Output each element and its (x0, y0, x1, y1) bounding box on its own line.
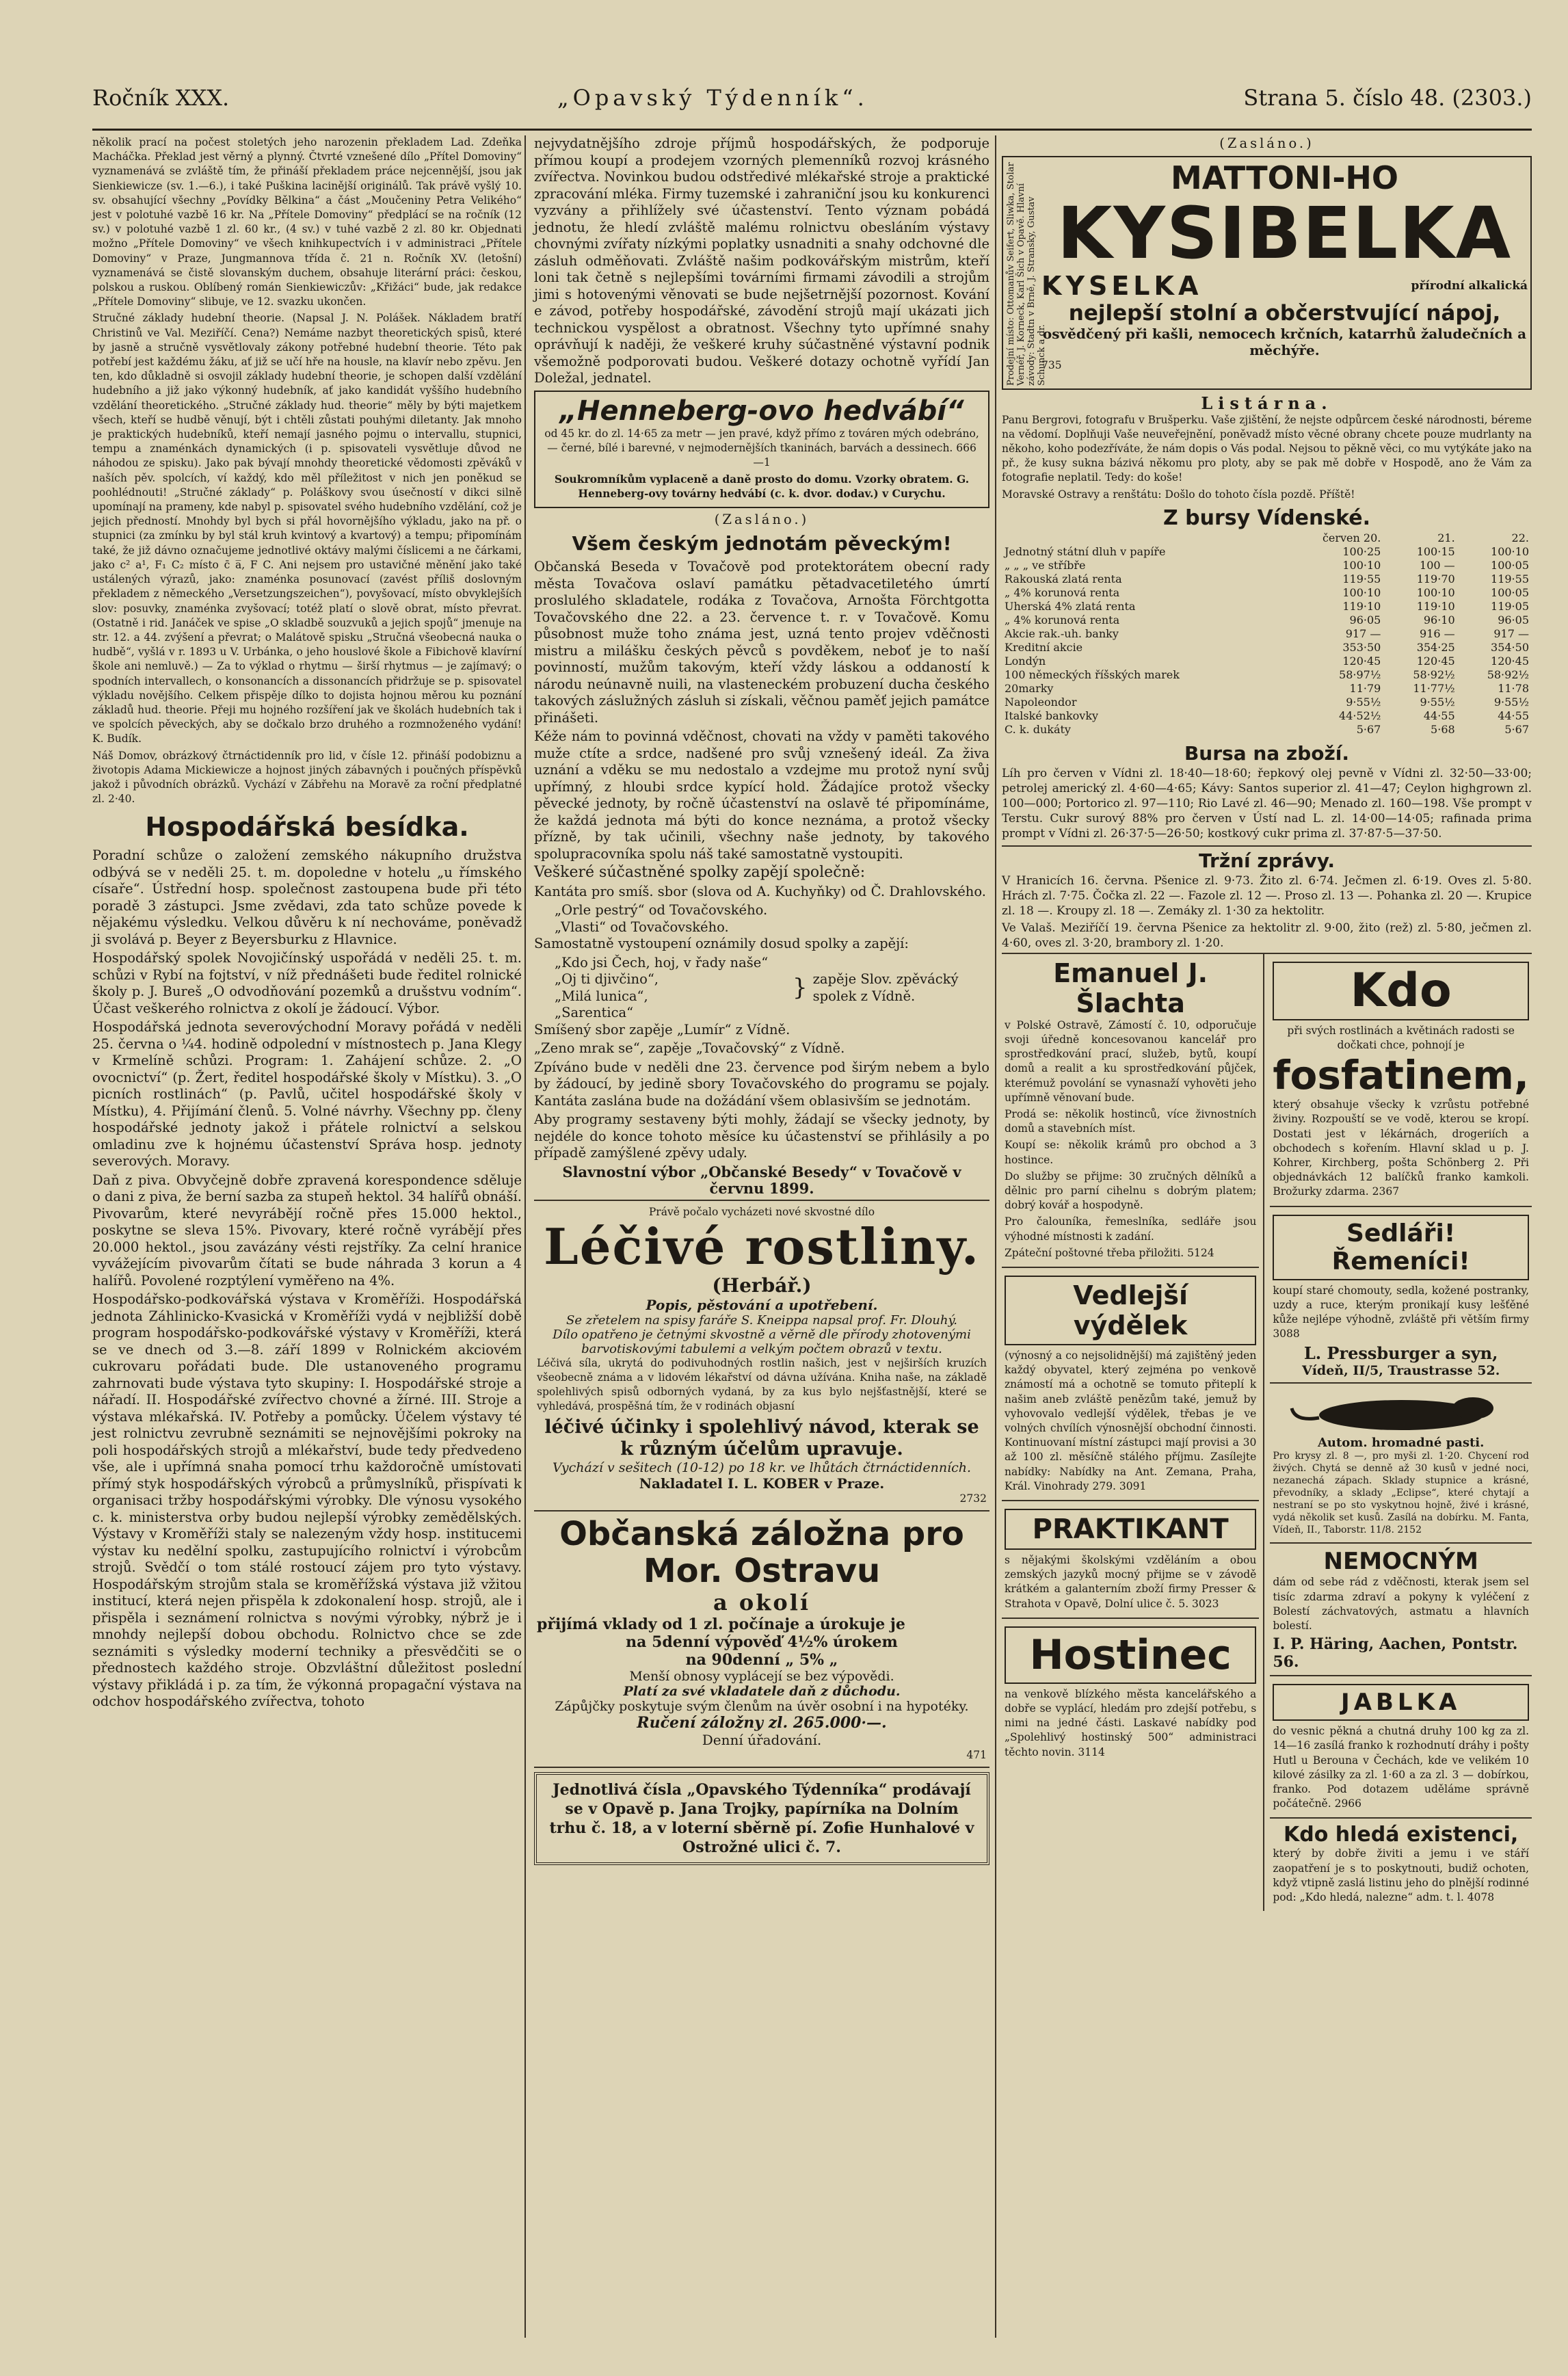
mattoni-main (1041, 160, 1528, 386)
ad-slachta (1002, 954, 1259, 1268)
section-title: Hospodářská besídka. (145, 812, 469, 843)
bursa-row (1002, 682, 1532, 696)
ad-praktikant (1002, 1501, 1259, 1619)
ad-fosfatin (1270, 954, 1532, 1207)
kdo-sub: při svých rostlinách a květinách radosti se dočkati chce, pohnojí je (1287, 1024, 1515, 1051)
header-rule (92, 129, 1532, 131)
ad-vedlejsi-vydelek (1002, 1268, 1259, 1501)
mattoni-tag: přírodní alkalická (1411, 278, 1528, 293)
bursa-rate: 916 — (1420, 626, 1455, 640)
bursa-rate: 11·78 (1498, 681, 1529, 695)
bursa-security-name: Akcie rak.-uh. banky (1005, 626, 1119, 640)
bursa-col: červen 20. (1322, 531, 1381, 544)
ads-right (1264, 954, 1532, 1911)
bursa-rate: 58·92½ (1413, 668, 1455, 681)
column-divider (524, 135, 526, 2338)
column-middle (529, 135, 995, 2338)
henneberg-body: od 45 kr. do zl. 14·65 za metr — jen pravé, když přímo z továren mých odebráno, — černé, bílé i barevné, v nejmodernějších tkaninách, barvách a dessinech. 666—1 (544, 427, 979, 468)
bursa-rate: 119·55 (1491, 572, 1529, 585)
listarna-text: Panu Bergrovi, fotografu v Brušperku. Vaše zjištění, že nejste odpůrcem české národnosti, béreme na vědomí. Doplňuji Vaše neuveřejnění, poněvadž místo věcné obrany chcete pouze mudrlanty na někoho, koho podezříváte, že nám dopis o Vás podal. Nejsou to pěkně věci, co mu vytýkáte jako na př., že kusy sukna bázivá někomu pro ploty, aby se pak mě dobře v Hospodě, ano že Vám za fotografie neplatil. Tedy: do koše! (1002, 413, 1532, 484)
column-left (92, 135, 522, 2338)
bursa-rate: 100·10 (1491, 544, 1529, 558)
existence-text: který by dobře živiti a jemu i ve stáří zaopatření je s to poskytnouti, budiž ochoten, když vtipně zaslá listinu jeho do plnější rodinné pod: „Kdo hledá, nalezne“ adm. t. l. 4078 (1273, 1847, 1529, 1903)
song-item: „Vlasti“ od Tovačovského. (555, 919, 729, 935)
bursa-rate: 354·50 (1491, 640, 1529, 654)
mattoni-row (1041, 271, 1528, 301)
song-item: „Oj ti djivčino“, (555, 971, 659, 988)
bursa-rate: 11·79 (1349, 681, 1381, 695)
beseda-signature: Slavnostní výbor „Občanské Besedy“ v Tovačově v červnu 1899. (562, 1163, 961, 1198)
paper-title: „Opavský Týdenník“. (557, 85, 868, 111)
beseda-p5: Samostatně vystoupení oznámily dosud spolky a zapějí: (534, 936, 909, 952)
hostinec-text: na venkově blízkého města kancelářského a dobře se vyplácí, hledám pro zdejší potřebu, s nimi na jedné části. Laskavé nabídky pod „Spolehlivý hostinský 500“ administraci těchto novin. 3114 (1005, 1687, 1257, 1758)
ad-pressburger (1270, 1207, 1532, 1384)
slachta-text-2: Prodá se: několik hostinců, více živnostních domů a stavebních míst. (1005, 1107, 1257, 1135)
ad-obcanska-zalozna (534, 1512, 989, 1768)
bursa-security-name: „ „ „ ve stříbře (1005, 558, 1086, 572)
hostinec-title: Hostinec (1005, 1626, 1256, 1684)
sedlari-body: koupí staré chomouty, sedla, kožené postranky, uzdy a ruce, kterým pronikají kusy lešťěné kůže nejlépe výhodně, zvláště při větším firmy 3088 (1273, 1284, 1529, 1341)
ad-henneberg (534, 391, 989, 508)
running-header (92, 85, 1532, 118)
listarna-title: Listárna. (1201, 393, 1333, 413)
mattoni-kysibelka: KYSIBELKA (1057, 191, 1513, 275)
bursa-rate: 44·55 (1498, 709, 1529, 722)
beseda-title: Všem českým jednotám pěveckým! (572, 532, 952, 555)
bursa-row (1002, 655, 1532, 668)
pressburger-name: L. Pressburger a syn, (1303, 1343, 1498, 1364)
song-item: „Orle pestrý“ od Tovačovského. (555, 902, 768, 919)
rat-trap-illustration (1288, 1388, 1514, 1436)
listarna-text-2: Moravské Ostravy a renštátu: Došlo do tohoto čísla pozdě. Příště! (1002, 488, 1355, 501)
zalozna-sub: a okolí (713, 1589, 811, 1615)
lecive-sub4: Dílo opatřeno je četnými skvostně a věrně dle přírody zhotovenými barvotiskovými tabulemi a velkým počtem obrazů v textu. (553, 1327, 971, 1356)
beseda-p6: Smíšený sbor zapěje „Lumír“ z Vídně. (534, 1021, 790, 1038)
slachta-text-5: Pro čalouníka, řemeslníka, sedláře jsou výhodné místnosti k zadání. (1005, 1215, 1257, 1243)
ad-hostinec (1002, 1619, 1259, 1766)
lecive-bold: léčivé účinky i spolehlivý návod, kterak se k různým účelům upravuje. (544, 1416, 979, 1460)
article-continuation: nejvydatnějšího zdroje příjmů hospodářských, že podporuje přímou koupí a prodejem vzorných plemenníků rozvoj krásného zvířectva. Novinkou budou odstředivé mlékařské stroje a praktické zpracování mléka. Firmy tuzemské i zahraniční jsou ku konkurenci vyzvány a přihlížely své účastenství. Tento význam pobádá jednotu, že hledí zvláště malému rolnictvu obesláním výstavy chovnými zvířaty nízkými poplatky usnadniti a snahy odchovné dle zásluh odměňovati. Zvláště našim podkovářským mistrům, kteří loni tak četně s nejlepšími továrními firmami závodili a strojům jimi s hotovenými věnovati se bude nejšetrnější pozornost. Kování e závod, potřeby hospodářské, závodění strojů mají ukázati jich technickou vyspělost a obratnost. Všechny tyto upřímné snahy oprávňují k naději, že veškeré kruhy súčastněné výstavní podnik všemožně podporovati budou. Veškeré dotazy ochotně vyřídí Jan Doležal, jednatel. (534, 135, 989, 386)
nemocnym-address: I. P. Häring, Aachen, Pontstr. 56. (1273, 1635, 1518, 1672)
zalozna-title: Občanská záložna pro Mor. Ostravu (559, 1514, 964, 1590)
bursa-row (1002, 559, 1532, 572)
ads-left (1002, 954, 1264, 1911)
beseda-p8: Zpíváno bude v neděli dne 23. července pod širým nebem a bylo by žádoucí, by jedině sbory Tovačovského do programu se pojaly. Kantáta zaslána bude na dožádání všem oblasivším se jednotám. (534, 1059, 989, 1109)
praktikant-title: PRAKTIKANT (1005, 1509, 1256, 1550)
praktikant-text: s nějakými školskými vzděláním a obou zemských jazyků mocný přijme se v závodě krátkém a galanterním zboží firmy Presser & Strahota v Opavě, Dolní ulice č. 5. 3023 (1005, 1554, 1257, 1610)
bursa-rate: 44·52½ (1339, 709, 1381, 722)
mattoni-side-text: Prodejní místo: Ottomanův Seifert, Sliwka, Stolar Vernéř, J. Korneck, Karl Šich v Opavě. Hlavní závody: Stadtn v Brně, J. Stransky, Gustav Schunck a dr. (1006, 161, 1047, 386)
zalozna-rate2: na 90denní „ 5% „ (685, 1650, 838, 1669)
beseda-p2: Kéže nám to povinná vděčnost, chovati na vždy v paměti takového muže ctíte a srdce, nadšené pro svůj vznešený ideál. Za živa uznání a vděku se mu nedostalo a vzdejme mu protož nyní svůj upřímný, z hloubi srdce kypící hold. Žádajíce protož všecky pěvecké jednoty, by ročně účastenství na oslavě té připomínáme, že každá jednota má býti do konce neznáma, a protož všecky přízně, by tak učinili, všechny naše jednoty, by takového spolupracovníka spolu náš také samostatně vystoupiti. (534, 728, 989, 862)
bursa-rate: 96·05 (1498, 613, 1529, 626)
bursa-rate: 96·10 (1423, 613, 1455, 626)
zalozna-p2: Menší obnosy vyplácejí se bez výpovědi. (629, 1668, 894, 1684)
trzni-text-2: Ve Valaš. Meziříčí 19. června Pšenice za hektolitr zl. 9·00, žito (rež) zl. 5·80, ječmen zl. 4·60, oves zl. 3·20, brambory zl. 1·20. (1002, 921, 1532, 950)
fosfatin-body: který obsahuje všecky k vzrůstu potřebné živiny. Rozpouští se ve vodě, kterou se kropí. Dostati jest v lékárnách, drogeriích a obchodech s kořením. Hlavní sklad u p. J. Kohrer, Kirchberg, pošta Schönberg 2. Při objednávkách 12 balíčků franko kamkoli. Brožurky zdarma. 2367 (1273, 1098, 1529, 1198)
bursa-security-name: Uherská 4% zlatá renta (1005, 599, 1136, 613)
ad-mattoni (1002, 156, 1532, 390)
mattoni-number: 735 (1041, 358, 1062, 371)
article-intro: několik prací na počest stoletých jeho narozenin překladem Lad. Zdeňka Macháčka. Překlad jest věrný a plynný. Čtvrté vznešené dílo „Přítel Domoviny“ vyznamenává se zvláště tím, že přináší překladem práce nejcennější, jsou jak Sienkiewicze (sv. 1.—6.), i také Puškina lacinější originálů. Tak právě vyšlý 10. sv. obsahující všechny „Povídky Bělkina“ a část „Moučeniny Petra Velikého“ jest v polotuhé vazbě 16 kr. Na „Přítele Domoviny“ předplácí se na ročník (12 sv.) v polotuhé vazbě 1 zl. 60 kr., (4 sv.) v tuhé vazbě 2 zl. 80 kr. Objednati možno „Přítele Domoviny“ ve všech knihkupectvích i v administraci „Přítele Domoviny“ v Praze, Jungmannova třída č. 21 n. Ročník XV. (letošní) vyznamenává se čistě slovanským duchem, obsahuje literární práci: českou, polskou a ruskou. Oblíbený román Sienkiewiczův: „Křižáci“ bude, jak redakce „Přítele Domoviny“ slibuje, ve 12. svazku ukončen. (92, 136, 522, 308)
bursa-rate: 354·25 (1416, 640, 1455, 654)
beseda-p1: Občanská Beseda v Tovačově pod protektorátem obecní rady města Tovačova oslaví památku pětadvacetiletého úmrtí proslulého skladatele, rodáka z Tovačova, Arnošta Förchtgotta Tovačovského dne 22. a 23. července t. r. v Tovačově. Komu působnost muže toho známa jest, uzná tento projev vděčnosti mistru a milášku českých pěvců s povděkem, neboť je to naší povinností, mužům takovým, kteří vždy láskou a oddaností k národu neúnavně nuili, na vlasteneckém probuzení ducha českého takových záslužných zásluh si získali, věčnou paměť jejich památce přinášeti. (534, 559, 989, 726)
bursa-rate: 120·45 (1416, 654, 1455, 668)
beseda-p9: Aby programy sestaveny býti mohly, žádají se všecky jednoty, by nejdéle do konce tohoto měsíce ku účastenství se přihlásily a po případě zamýšlené zpěvy udaly. (534, 1111, 989, 1161)
bursa-title: Z bursy Vídenské. (1162, 505, 1371, 530)
ad-lecive-rostliny (534, 1200, 989, 1512)
bursa-row (1002, 709, 1532, 723)
bursa-rate: 100 — (1420, 558, 1455, 572)
article-novojicinsky-spolek: Hospodářský spolek Novojičínský uspořádá v neděli 25. t. m. schůzi v Rybí na fojtství, v níž přednášeti bude ředitel rolnické školy p. J. Bureš „O odvodňování pozemků a drušstvu vodním“. Účast veškerého rolnictva z okolí je žádoucí. Výbor. (92, 950, 522, 1016)
beseda-p7: „Zeno mrak se“, zapěje „Tovačovský“ z Vídně. (534, 1040, 845, 1057)
bursa-rate: 58·97½ (1339, 668, 1381, 681)
jablka-text: do vesnic pěkná a chutná druhy 100 kg za zl. 14—16 zasílá franko k rozhodnutí dráhy i pošty Hutl u Berouna v Čechách, kde ve velikém 10 kilové zásilky za zl. 1·60 a za zl. 3 — dobírkou, franko. Pod dotazem uděláme správně počátečně. 2966 (1273, 1725, 1529, 1810)
bursa-rate: 917 — (1493, 626, 1529, 640)
bursa-rate: 119·10 (1342, 599, 1381, 613)
column-right (995, 135, 1532, 2338)
bursa-security-name: „ 4% korunová renta (1005, 585, 1120, 599)
jednotliva-cisla-notice: Jednotlivá čísla „Opavského Týdenníka“ prodávají se v Opavě p. Jana Trojky, papírníka na Dolním trhu č. 18, a v loterní sběrně pí. Zofie Hunhalové v Ostrožné ulici č. 7. (534, 1772, 989, 1865)
bursa-row (1002, 627, 1532, 641)
bursa-rate: 5·68 (1431, 722, 1455, 736)
zalozna-p1: přijímá vklady od 1 zl. počínaje a úrokuje je (537, 1615, 905, 1633)
henneberg-footer: Soukromníkům vyplaceně a daně prosto do domu. Vzorky obratem. G. Henneberg-ovy továrny hedvábí (c. k. dvor. dodav.) v Curychu. (554, 473, 970, 501)
lecive-sub3: Se zřetelem na spisy faráře S. Kneippa napsal prof. Fr. Dlouhý. (566, 1312, 957, 1328)
lecive-vychazi: Vychází v sešitech (10-12) po 18 kr. ve lhůtách čtrnáctidenních. (552, 1460, 972, 1475)
article-music-theory: Stručné základy hudební theorie. (Napsal J. N. Polášek. Nákladem bratří Christinů ve Val. Meziříčí. Cena?) Nemáme nazbyt theoretických spisů, které by jasně a stručně vysvětlovaly zákony potřebné hudební theorie. Této pak potřebí jest každému žáku, ať již se učí hře na housle, na klavír nebo zpěvu. Jen ten, kdo důkladně si osvojil základy hudební theorie, je schopen další vzdělání hudebního a již jako výkonný hudebník, ať jako kandidát vyššího hudebního vzdělání theoretického. „Stručné základy hud. theorie“ měly by býti majetkem všech, kteří se hudbě věnují, být i chtěli zůstati pouhými diletanty. Jak mnoho je praktických hudebníků, kteří nemají jasného pojmu o intervallu, stupnici, tempu a znaménkách dynamických (i p. spisovateli vysvětluje důvod ne náhodou ze spisku). Jako pak bývají mnohdy theoretické vědomosti zpěváků v naších pěv. spolcích, ví každý, kdo měl příležitost v nich jen poněkud se poohlédnouti! „Stručné základy“ p. Poláškovy svou úsečností v dikci silně upomínají na prameny, kde nabyl p. spisovatel svého hudebního vzdělání, což je jejich předností. Mnohdy byl bych si přál hovornějšího výkladu, jako na př. o stupnici (za zmínku by byl stál kruh kvintový a kvartový) a tempu; připomínám také, že již dávno označujeme jednotlivé oktávy malými číslicemi a ne čárkami, jako c² a¹, F₁ C₂ místo c̄ a̅, F C. Ani nejsem pro ustavičné měnění jako také ustálených výrazů, jako: znaménka posunovací (zavést příliš doslovným překladem z německého „Versetzungszeichen“), povyšovací, místo obvyklejších slov: posuvky, znaménka zvyšovací; totéž platí o slově obrat, místo převrat. (Ostatně i rid. Janáček ve spise „O skladbě souzvuků a jejich spojů“ jmenuje na str. 12. a 44. zvýšení a převrat; o Malátově spisku „Stručná všeobecná nauka o hudbě“, vyšlá v r. 1893 u V. Urbánka, o jeho houslové škole a Fibichově klavírní škole ani nemluvě.) — Za to výklad o rhytmu — širší rhytmus — je zajímavý; o spodních intervallech, o konsonancích a dissonancích přidržuje se p. spisovatel výkladu novějšího. Celkem přispěje dílko to dojista hojnou měrou ku poznání základů hud. theorie. Přeji mu hojného rozšíření jak ve školách hudebních tak i ve spolcích pěveckých, aby se dočkalo brzo druhého a rozmnoženého vydání! K. Budík. (92, 312, 522, 745)
bursa-security-name: „ 4% korunová renta (1005, 613, 1120, 626)
bursa-rate: 100·10 (1416, 585, 1455, 599)
henneberg-title: „Henneberg-ovo hedvábí“ (559, 395, 964, 427)
bursa-row (1002, 641, 1532, 655)
bursa-rate: 100·05 (1491, 585, 1529, 599)
zalozna-rate1: na 5denní výpověď 4½% úrokem (626, 1633, 898, 1651)
mattoni-kyselka: KYSELKA (1041, 270, 1203, 301)
slachta-text: v Polské Ostravě, Zámostí č. 10, odporučuje svoji úředně koncesovanou kancelář pro sprostředkování prací, služeb, bytů, koupí domů a realit a ku sprostředkování půjček, kterémuž povolání se vynasnaží vyhověti jeho upřímně věnovaní bude. (1005, 1018, 1257, 1104)
bursa-row (1002, 572, 1532, 586)
bursa-rate: 353·50 (1342, 640, 1381, 654)
lecive-number: 2732 (959, 1492, 987, 1505)
bursa-security-name: Londýn (1005, 654, 1046, 668)
zbozi-text: Líh pro červen v Vídni zl. 18·40—18·60; řepkový olej pevně v Vídni zl. 32·50—33·00; petrolej americký zl. 4·60—4·65; Kávy: Santos superior zl. 41—47; Ceylon highgrown zl. 100—000; Portorico zl. 97—110; Rio Lavé zl. 46—90; Menado zl. 160—198. Vše prompt v Terstu. Cukr surový 88% pro červen v Ústí nad L. zl. 14·00—14·05; rafinada prima prompt v Vídni zl. 26·37·5—26·50; kostkový cukr prima zl. 37·87·5—37·50. (1002, 766, 1532, 841)
fosfatinem: fosfatinem, (1273, 1052, 1529, 1099)
article-vystava-kromeriz: Hospodářsko-podkovářská výstava v Kroměříži. Hospodářská jednota Záhlinicko-Kvasická v Kroměříži vydá v nejbližší době program hospodářsko-podkovářské výstavy v Kroměříži, která se ve dnech od 3.—8. září 1899 v Rolnickém akciovém cukrovaru pořádati bude. Dle ustanoveného programu zahrnovati bude výstava tyto skupiny: I. Hospodářské stroje a nářadí. II. Hospodářské zvířectvo chovné a žírné. III. Stroje a výstava mlékařská. IV. Potřeby a pomůcky. Účelem výstavy té jest rolnictvu zevrubně seznámiti se nejnovějšími pokroky na poli hospodářských strojů a mlékařství, bude tedy předvedeno vše, ale i upřímná snaha pomocí trhu každoročně umístovati přímý styk hospodářských výrobců a průmyslníků, přispívati k organisaci tržby hospodářskými výrobky. Dle výnosu vysokého c. k. ministerstva orby budou nejlepší výrobky zemědělských. Výstavy v Kroměříži staly se nalezeným vždy hosp. institucemi výstav ku nedělní spolku, zastupujícího rolnictví i výrobcům strojů. Svědčí o tom stálé rostoucí zájem pro tyto výstavy. Hospodářským strojům stala se kroměřížská výstava již vžitou institucí, která nejen přispěla k zdokonalení hosp. strojů, ale i přispěla i seznámení rolnictva s novými výrobky, nýbrž je i mnohdy nejlepší dobou obchodu. Rolnictvo chce se zde seznámiti s výsledky moderní techniky a přesvědčiti se o přednostech každého stroje. Obzvláštní důležitost poslední výstavy přikládá i p. za tím, že výkonná propagační výstava na odchov hospodářského zvířectva, tohoto (92, 1291, 522, 1710)
bursa-rate: 119·55 (1342, 572, 1381, 585)
page-number: Strana 5. číslo 48. (2303.) (1243, 85, 1532, 111)
mattoni-best: nejlepší stolní a občerstvující nápoj, (1068, 300, 1501, 326)
slachta-text-3: Koupí se: několik krámů pro obchod a 3 hostince. (1005, 1139, 1257, 1166)
ad-jablka (1270, 1676, 1532, 1819)
song-item: „Kdo jsi Čech, hoj, v řady naše“ (555, 954, 769, 971)
bursa-security-name: 20marky (1005, 681, 1054, 695)
bursa-security-name: C. k. dukáty (1005, 722, 1071, 736)
bursa-rate: 96·05 (1349, 613, 1381, 626)
lecive-sub2: Popis, pěstování a upotřebení. (646, 1296, 878, 1313)
songs-group (534, 955, 787, 1022)
bursa-rate: 120·45 (1342, 654, 1381, 668)
bursa-rate: 9·55½ (1346, 695, 1381, 709)
bursa-table (1002, 531, 1532, 737)
bursa-col: 22. (1511, 531, 1529, 544)
bursa-security-name: 100 německých říšských marek (1005, 668, 1180, 681)
bursa-col: 21. (1437, 531, 1455, 544)
lecive-nakladatel: Nakladatel I. L. KOBER v Praze. (639, 1475, 885, 1492)
jablka-title: JABLKA (1273, 1684, 1529, 1721)
bursa-rate: 100·15 (1416, 544, 1455, 558)
bursa-security-name: Napoleondor (1005, 695, 1077, 709)
bursa-rate: 5·67 (1504, 722, 1529, 736)
nemocnym-text: dám od sebe rád z vděčnosti, kterak jsem sel tisíc zdarma zdraví a pokyny k vyléčení z Bolestí záchvatových, astmatu a hlavních bolestí. (1273, 1576, 1529, 1632)
lecive-sub: (Herbář.) (712, 1273, 812, 1297)
bursa-rate: 5·67 (1356, 722, 1381, 736)
bursa-row (1002, 723, 1532, 737)
bursa-row (1002, 545, 1532, 559)
bursa-security-name: Kreditní akcie (1005, 640, 1083, 654)
ad-existence (1270, 1819, 1532, 1911)
trzni-text: V Hranicích 16. června. Pšenice zl. 9·73. Žito zl. 6·74. Ječmen zl. 6·19. Oves zl. 5·80. Hrách zl. 7·75. Čočka zl. 22 —. Fazole zl. 12 —. Proso zl. 13 —. Pohanka zl. 20 —. Krupice zl. 18 —. Kroupy zl. 18 —. Zemáky zl. 1·30 za hektolitr. (1002, 873, 1532, 918)
article-dan-z-piva: Daň z piva. Obvyčejně dobře zpravená korespondence sděluje o dani z piva, že berní sazba za stupeň hektol. 34 halířů obnáší. Pivovarům, které nevyrábějí ročně přes 15.000 hektol., poskytne se sleva 15%. Pivovary, které ročně vyrábějí přes 20.000 hektol., jsou zavázány vésti rejstříky. Za celní hranice vyvážejícím pivovarům čítati se bude náhrada 3 korun a 4 halířů. Povolené rozptýlení vyměřeno na 4%. (92, 1172, 522, 1289)
zalozna-p4: Zápůjčky poskytuje svým členům na úvěr osobní i na hypotéky. (555, 1698, 969, 1714)
bursa-row (1002, 613, 1532, 627)
mattoni-desc: osvědčený při kašli, nemocech krčních, katarrhů žaludečních a měchýře. (1042, 325, 1527, 358)
song-item: „Sarentica“ (555, 1005, 634, 1021)
ad-nemocnym (1270, 1544, 1532, 1676)
zbozi-title: Bursa na zboží. (1184, 741, 1350, 765)
autom-text: Pro krysy zl. 8 —, pro myši zl. 1·20. Chycení rod živých. Chytá se denně až 30 kusů v jedné noci, nezanechá zápach. Sklady stupnice a krásné, převodníky, a sklady „Eclipse“, které chytají a nestraní se po sto vyskytnou hojně, živé i krásné, vydá několik set kusů. Zasílá na dobírku. M. Fanta, Vídeň, II., Taborstr. 11/8. 2152 (1273, 1451, 1529, 1536)
lecive-pre: Právě počalo vycházeti nové skvostné dílo (648, 1205, 875, 1218)
bursa-row (1002, 668, 1532, 682)
pressburger-address: Vídeň, II/5, Traustrasse 52. (1301, 1363, 1500, 1379)
beseda-p4: Kantáta pro smíš. sbor (slova od A. Kuchyňky) od Č. Drahlovského. (534, 883, 986, 899)
brace: } (793, 974, 808, 1002)
vedlejsi-title: Vedlejší výdělek (1005, 1276, 1256, 1345)
beseda-p3: Veškeré súčastněné spolky zapějí společně: (534, 864, 866, 882)
sedlari-title: Sedláři! Řemeníci! (1273, 1215, 1529, 1280)
bursa-header-row (1002, 531, 1532, 545)
mattoni-title: MATTONI-HO (1170, 159, 1399, 196)
songs-note: zapěje Slov. zpěvácký spolek z Vídně. (812, 971, 959, 1004)
song-item: „Milá lunica“, (555, 988, 648, 1004)
bursa-row (1002, 696, 1532, 709)
bursa-rate: 9·55½ (1420, 695, 1455, 709)
trzni-title: Tržní zprávy. (1002, 845, 1532, 872)
zaslano-label: (Zasláno.) (714, 511, 810, 527)
bursa-rate: 11·77½ (1413, 681, 1455, 695)
bursa-rate: 100·10 (1342, 585, 1381, 599)
slachta-text-6: Zpáteční poštovné třeba přiložiti. 5124 (1005, 1246, 1214, 1259)
bursa-rate: 100·25 (1342, 544, 1381, 558)
songs-list-2 (534, 955, 989, 1022)
article-nakupni-druzstvo: Poradní schůze o založení zemského nákupního družstva odbývá se v neděli 25. t. m. dopoledne v hotelu „u římského císaře“. Ústřední hosp. společnost zastoupena bude při této poradě 3 zástupci. Jsme zvědavi, zda tato schůze povede k nějakému výsledku. Velkou důvěru k ní nechováme, poněvadž ji svolává p. Beyer z Beyersburku z Hlavnice. (92, 847, 522, 947)
nemocnym-title: NEMOCNÝM (1323, 1548, 1478, 1576)
ads-grid (1002, 953, 1532, 1911)
volume-label: Ročník XXX. (92, 85, 230, 111)
existence-title: Kdo hledá existenci, (1284, 1823, 1519, 1847)
bursa-rate: 58·92½ (1487, 668, 1529, 681)
autom-title: Autom. hromadné pasti. (1317, 1436, 1485, 1451)
bursa-rate: 100·10 (1342, 558, 1381, 572)
bursa-rate: 44·55 (1423, 709, 1455, 722)
bursa-rate: 119·05 (1491, 599, 1529, 613)
article-nas-domov: Náš Domov, obrázkový čtrnáctidenník pro lid, v čísle 12. přináší podobiznu a životopis Adama Mickiewicze a hojnost jiných zábavných i poučných příspěvků jakož i původních obrázků. Vychází v Zábřehu na Moravě za roční předplatné zl. 2·40. (92, 749, 522, 806)
bursa-security-name: Rakouská zlatá renta (1005, 572, 1122, 585)
slachta-text-4: Do služby se přijme: 30 zručných dělníků a dělnic pro parní cihelnu s dobrým platem; dobrý kovář a hospodyně. (1005, 1170, 1257, 1212)
ad-pasti (1270, 1384, 1532, 1544)
bursa-rate: 100·05 (1491, 558, 1529, 572)
zalozna-p6: Denní úřadování. (702, 1731, 822, 1748)
vedlejsi-text: (výnosný a co nejsolidnější) má zajištěný jeden každý obyvatel, který zejména po venkově známostí má a ochotně se tomuto přiteplí k našim aneb zvláště penězům také, jemuž by vyhovovalo vedlejší výdělek, třebas je ve volných chvílích výnosnější obchodní činnosti. Kontinuovaní místní zástupci mají provisi a 30 až 100 zl. měsíčně stálého příjmu. Zasílejte nabídky: Nabídky na Ant. Zemana, Praha, Král. Vinohrady 279. 3091 (1005, 1349, 1257, 1492)
kdo-title: Kdo (1273, 962, 1529, 1020)
songs-list-1 (534, 902, 989, 936)
zalozna-p5: Ručení záložny zl. 265.000·—. (637, 1713, 887, 1732)
bursa-rate: 120·45 (1491, 654, 1529, 668)
bursa-rate: 917 — (1345, 626, 1381, 640)
bursa-rate: 9·55½ (1493, 695, 1529, 709)
slachta-title: Emanuel J. Šlachta (1053, 958, 1208, 1018)
zalozna-number: 471 (966, 1748, 987, 1761)
lecive-body: Léčivá síla, ukrytá do podivuhodných rostlin našich, jest v nejširších kruzích všeobecně známa a v lidovém lékařství od dávna užívána. Kniha naše, na základě spolehlivých spisů odborných vydaná, by za kus bylo nejšťastnější, které se vyhledává, prospěšná tím, že v rodinách objasní (537, 1356, 987, 1413)
bursa-row (1002, 600, 1532, 613)
bursa-rate: 119·10 (1416, 599, 1455, 613)
bursa-row (1002, 586, 1532, 600)
bursa-rate: 119·70 (1416, 572, 1455, 585)
bursa-security-name: Italské bankovky (1005, 709, 1099, 722)
bursa-security-name: Jednotný státní dluh v papíře (1005, 544, 1166, 558)
article-hospodarska-jednota: Hospodářská jednota severovýchodní Moravy pořádá v neděli 25. června o ¼4. hodině odpolední v místnostech p. Jana Klegy v Krmelíně schůzi. Program: 1. Zahájení schůze. 2. „O ovocnictví“ (p. Žert, ředitel hospodářské školy v Místku). 3. „O picních rostlinách“ (p. Pavlů, učitel hospodářské školy v Místku), 4. Přijímání členů. 5. Volné návrhy. Všechny pp. členy hospodářské jednoty jakož i přátele rolnictví a selskou omladinu zve k hojnému účastenství Správa hosp. jednoty severových. Moravy. (92, 1019, 522, 1170)
zaslano-label-right: (Zasláno.) (1219, 135, 1314, 151)
lecive-title: Léčivé rostliny. (544, 1217, 980, 1276)
zalozna-p3: Platí za své vkladatele daň z důchodu. (623, 1683, 901, 1699)
